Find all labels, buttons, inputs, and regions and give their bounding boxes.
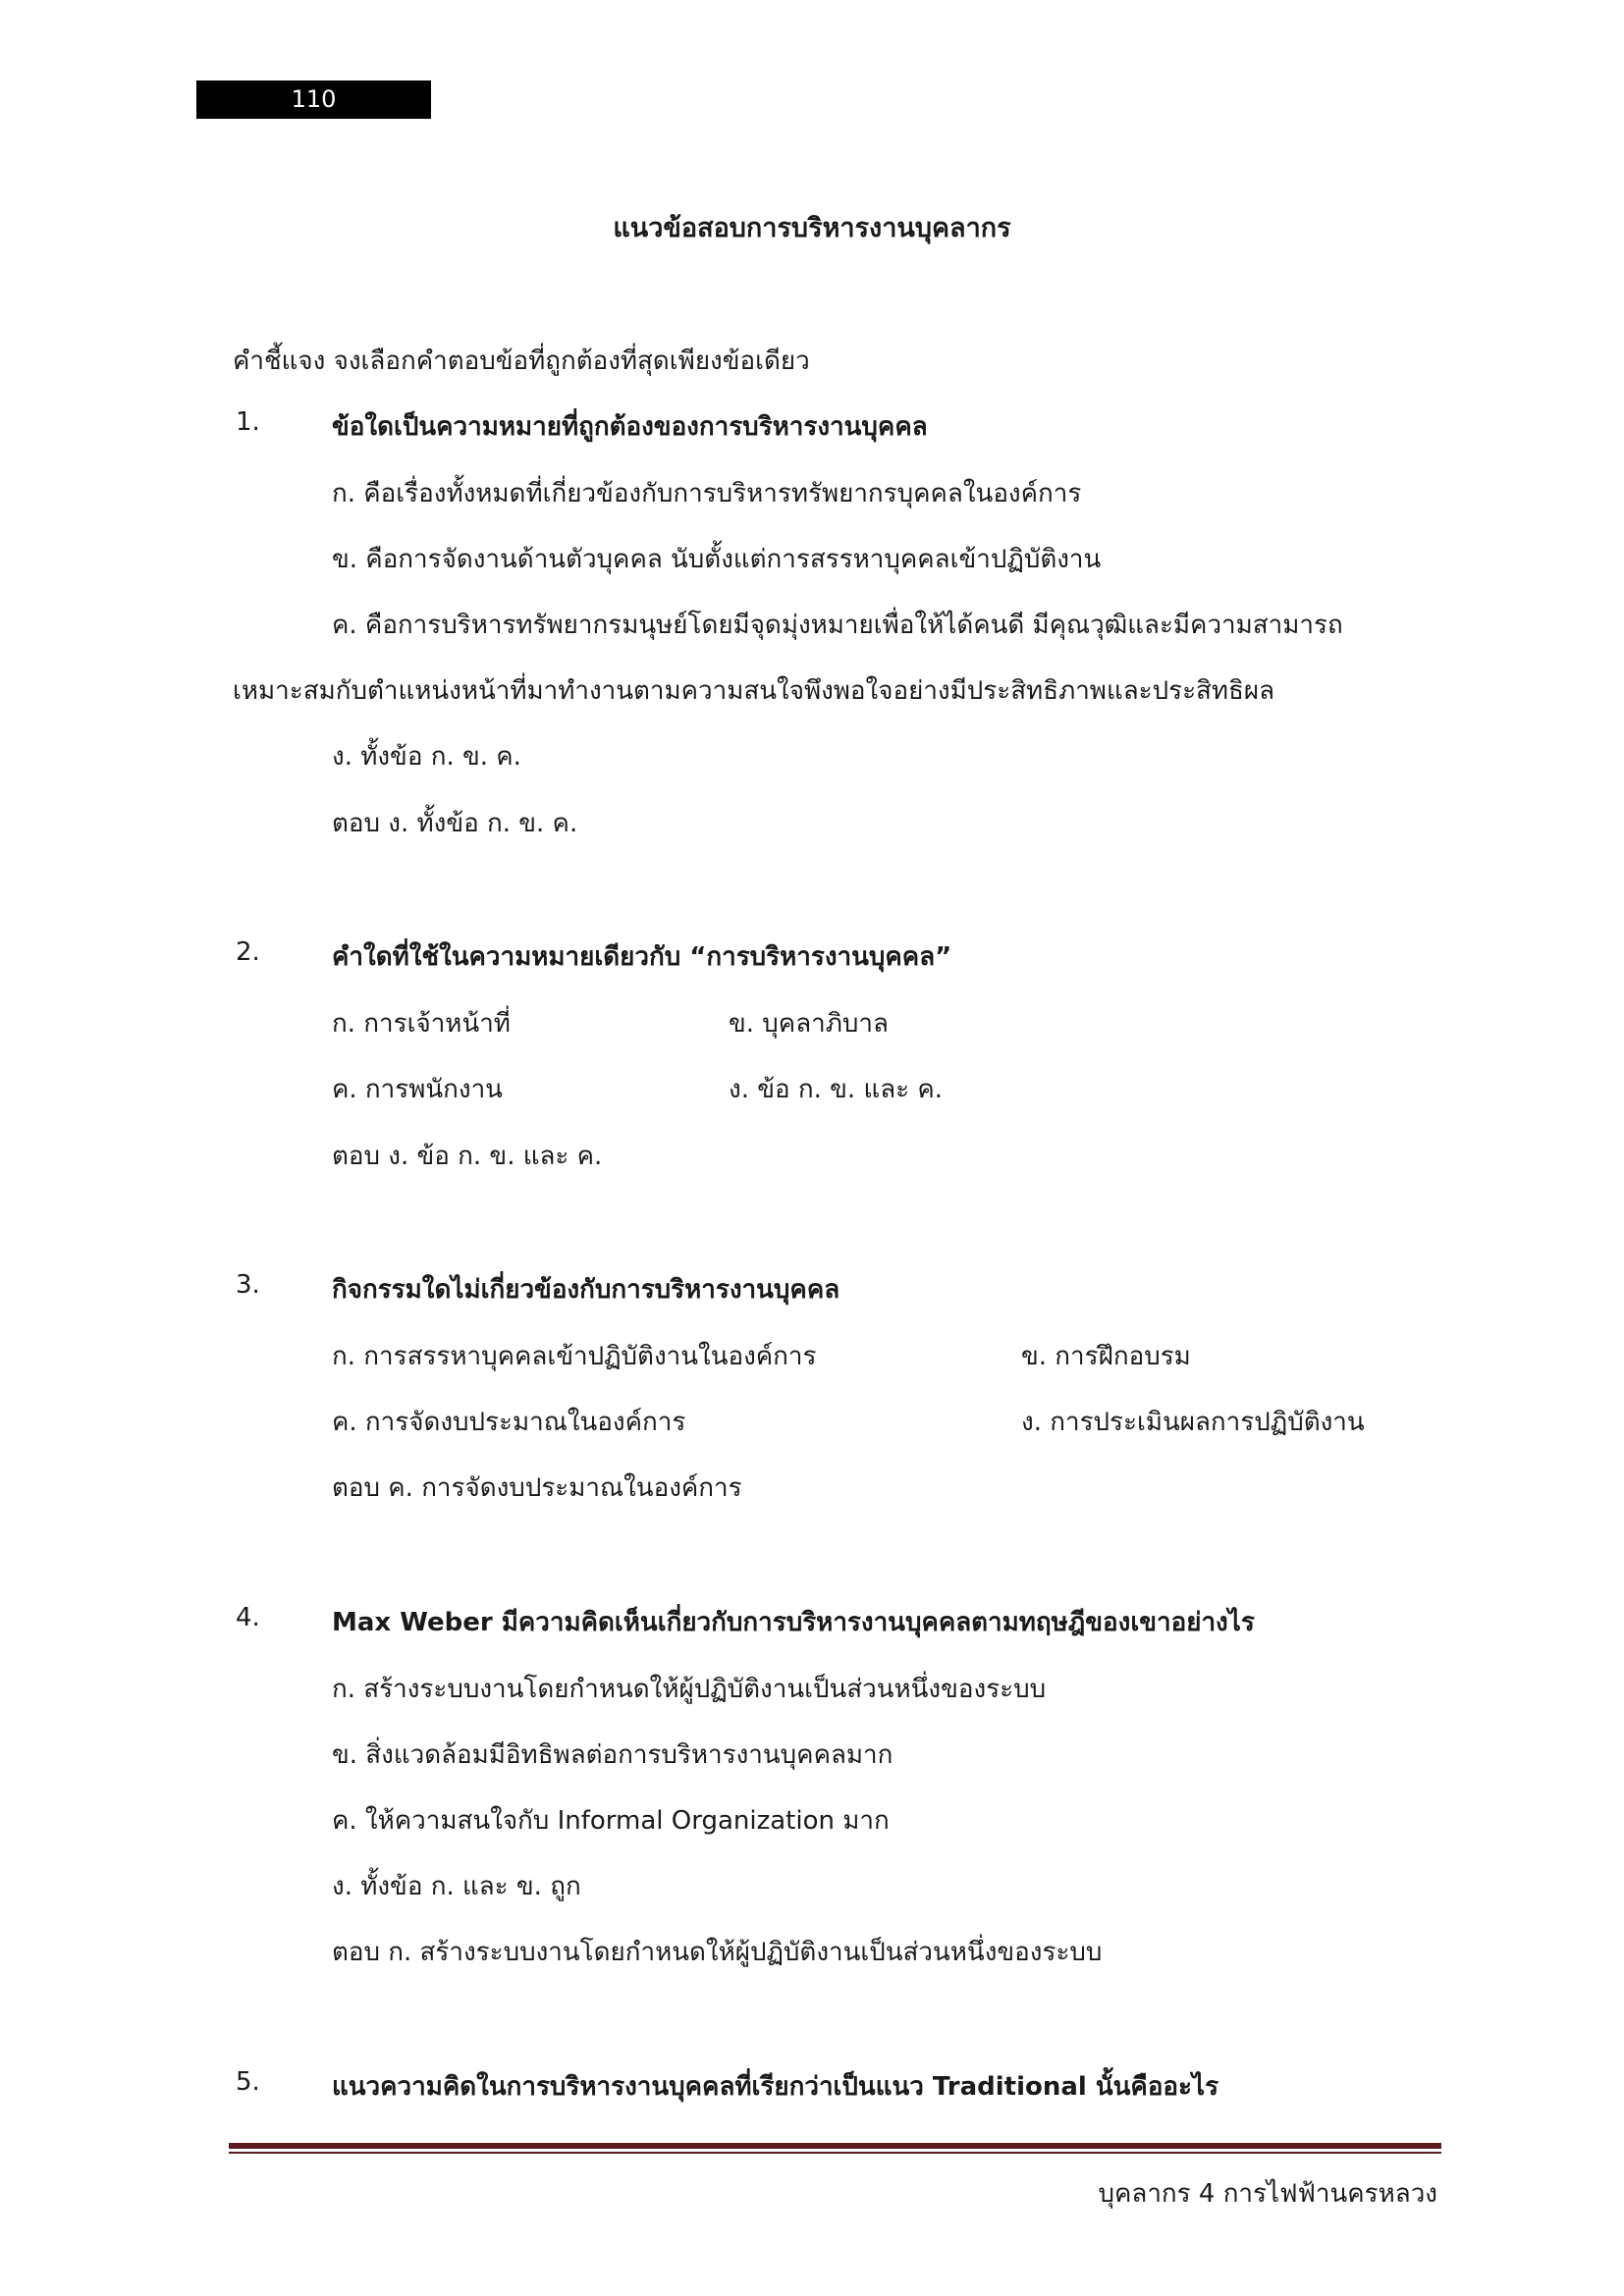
choice-b: ข. คือการจัดงานด้านตัวบุคคล นับตั้งแต่การสรรหาบุคคลเข้าปฏิบัติงาน <box>332 545 1102 574</box>
instruction-text: คำชี้แจง จงเลือกคำตอบข้อที่ถูกต้องที่สุดเพียงข้อเดียว <box>233 347 810 376</box>
choice-a: ก. การสรรหาบุคคลเข้าปฏิบัติงานในองค์การ <box>332 1342 817 1371</box>
choice-a: ก. สร้างระบบงานโดยกำหนดให้ผู้ปฏิบัติงานเป็นส่วนหนึ่งของระบบ <box>332 1675 1047 1704</box>
question-text: Max Weber มีความคิดเห็นเกี่ยวกับการบริหารงานบุคคลตามทฤษฎีของเขาอย่างไร <box>332 1608 1255 1637</box>
answer: ตอบ ก. สร้างระบบงานโดยกำหนดให้ผู้ปฏิบัติงานเป็นส่วนหนึ่งของระบบ <box>332 1938 1103 1967</box>
footer-rule <box>229 2143 1441 2149</box>
choice-c: ค. ให้ความสนใจกับ Informal Organization มาก <box>332 1806 890 1836</box>
choice-c: ค. การจัดงบประมาณในองค์การ <box>332 1408 686 1437</box>
answer: ตอบ ค. การจัดงบประมาณในองค์การ <box>332 1473 742 1503</box>
choice-d: ง. การประเมินผลการปฏิบัติงาน <box>1021 1408 1365 1437</box>
page-title: แนวข้อสอบการบริหารงานบุคลากร <box>613 213 1011 243</box>
choice-b: ข. สิ่งแวดล้อมมีอิทธิพลต่อการบริหารงานบุคคลมาก <box>332 1740 893 1770</box>
page-number: 110 <box>196 80 431 119</box>
choice-d: ง. ข้อ ก. ข. และ ค. <box>729 1075 944 1104</box>
choice-b: ข. บุคลาภิบาล <box>729 1009 889 1039</box>
choice-d: ง. ทั้งข้อ ก. ข. ค. <box>332 742 521 772</box>
question-number: 5. <box>236 2067 260 2097</box>
question-number: 2. <box>236 937 260 967</box>
question-text: กิจกรรมใดไม่เกี่ยวข้องกับการบริหารงานบุคคล <box>332 1275 840 1305</box>
choice-c: ค. การพนักงาน <box>332 1075 503 1104</box>
question-number: 1. <box>236 407 260 437</box>
answer: ตอบ ง. ข้อ ก. ข. และ ค. <box>332 1142 603 1171</box>
choice-a: ก. คือเรื่องทั้งหมดที่เกี่ยวข้องกับการบริหารทรัพยากรบุคคลในองค์การ <box>332 479 1082 508</box>
footer-text: บุคลากร 4 การไฟฟ้านครหลวง <box>1098 2179 1437 2209</box>
choice-a: ก. การเจ้าหน้าที่ <box>332 1009 511 1039</box>
question-text: ข้อใดเป็นความหมายที่ถูกต้องของการบริหารงานบุคคล <box>332 412 928 442</box>
question-number: 4. <box>236 1603 260 1632</box>
question-text: แนวความคิดในการบริหารงานบุคคลที่เรียกว่าเป็นแนว Traditional นั้นคืออะไร <box>332 2072 1219 2102</box>
footer-rule-thin <box>229 2152 1441 2154</box>
question-text: คำใดที่ใช้ในความหมายเดียวกับ “การบริหารงานบุคคล” <box>332 942 952 972</box>
choice-d: ง. ทั้งข้อ ก. และ ข. ถูก <box>332 1872 581 1901</box>
question-number: 3. <box>236 1270 260 1300</box>
choice-b: ข. การฝึกอบรม <box>1021 1342 1191 1371</box>
choice-c: ค. คือการบริหารทรัพยากรมนุษย์โดยมีจุดมุ่งหมายเพื่อให้ได้คนดี มีคุณวุฒิและมีความสามารถ <box>332 611 1343 640</box>
answer: ตอบ ง. ทั้งข้อ ก. ข. ค. <box>332 809 578 838</box>
choice-c-continued: เหมาะสมกับตำแหน่งหน้าที่มาทำงานตามความสนใจพึงพอใจอย่างมีประสิทธิภาพและประสิทธิผล <box>233 676 1275 706</box>
